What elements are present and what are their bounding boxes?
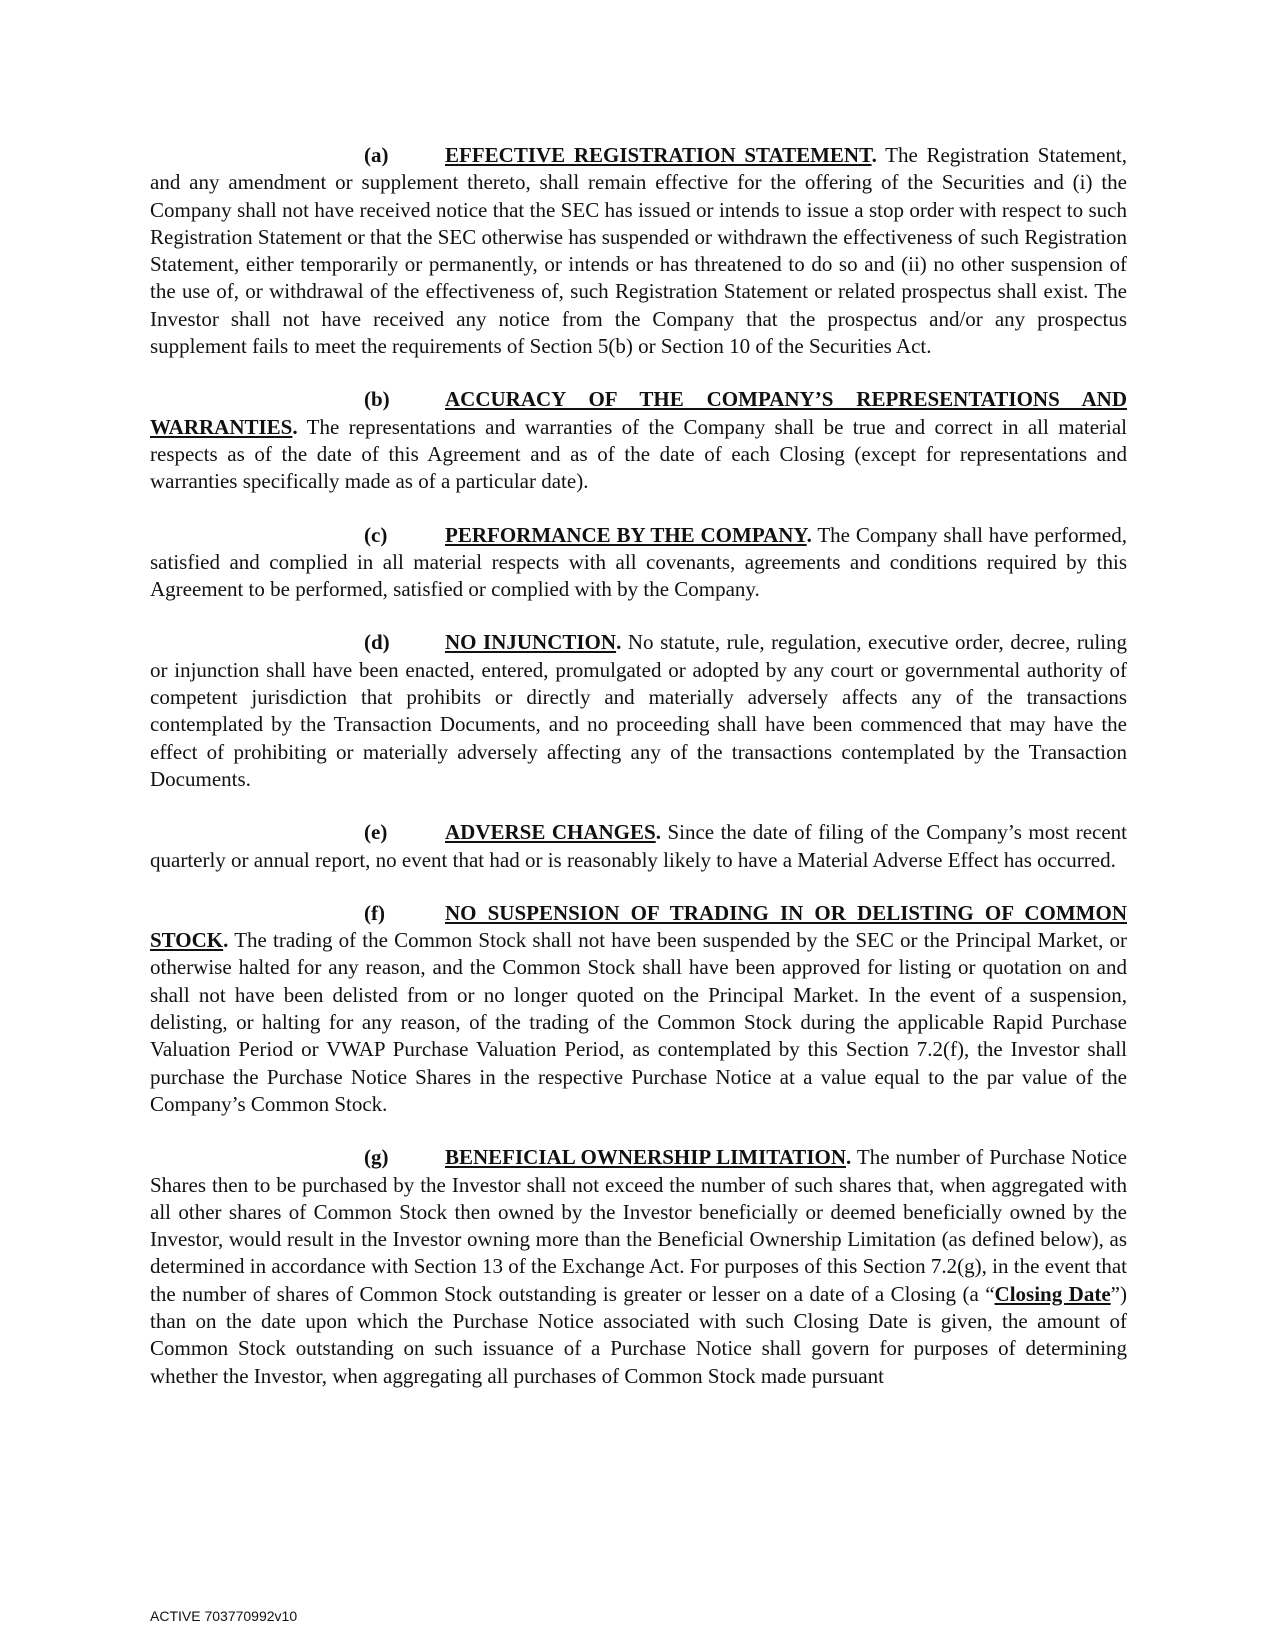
section-label: (d) (364, 630, 390, 655)
section-body-continued: ”) than on the date upon which the Purchase Notice associated with such Closing Date is given, the amount of Common Stock outstanding on such issuance of a Purchase Notice shall govern for purposes of determining whether the Investor, when aggregating all purchases of Common Stock made pursuant (150, 1281, 1127, 1388)
section-heading: EFFECTIVE REGISTRATION STATEMENT (445, 143, 872, 167)
section-label: (a) (364, 143, 389, 167)
section-heading: BENEFICIAL OWNERSHIP LIMITATION (445, 1145, 846, 1170)
section-label: (f) (364, 900, 385, 925)
section-body: Since the date of filing of the Company’s most recent quarterly or annual report, no event that had or is reasonably likely to have a Material Adverse Effect has occurred. (150, 820, 1127, 872)
defined-term: Closing Date (994, 1281, 1111, 1306)
section-body: The representations and warranties of the Company shall be true and correct in all material respects as of the date of this Agreement and as of the date of each Closing (except for representations and warranties specifically made as of a particular date). (150, 414, 1127, 494)
section-body: The Company shall have performed, satisfied and complied in all material respects with all covenants, agreements and conditions required by this Agreement to be performed, satisfied or complied with by the Company. (150, 522, 1127, 602)
section-body: No statute, rule, regulation, executive order, decree, ruling or injunction shall have been enacted, entered, promulgated or adopted by any court or governmental authority of competent jurisdiction that prohibits or directly and materially adversely affects any of the transactions contemplated by the Transaction Documents, and no proceeding shall have been commenced that may have the effect of prohibiting or materially adversely affecting any of the transactions contemplated by the Transaction Documents. (150, 630, 1128, 791)
section-body: The Registration Statement, and any amendment or supplement thereto, shall remain effective for the offering of the Securities and (i) the Company shall not have received notice that the SEC has issued or intends to issue a stop order with respect to such Registration Statement or that the SEC otherwise has suspended or withdrawn the effectiveness of such Registration Statement, either temporarily or permanently, or intends or has threatened to do so and (ii) no other suspension of the use of, or withdrawal of the effectiveness of, such Registration Statement or related prospectus shall exist. The Investor shall not have received any notice from the Company that the prospectus and/or any prospectus supplement fails to meet the requirements of Section 5(b) or Section 10 of the Securities Act. (150, 143, 1128, 359)
section-f: (f) NO SUSPENSION OF TRADING IN OR DELISTING OF COMMON STOCK. The trading of the Common Stock shall not have been suspended by the SEC or the Principal Market, or otherwise halted for any reason, and the Common Stock shall have been approved for listing or quotation on and shall not have been delisted from or no longer quoted on the Principal Market. In the event of a suspension, delisting, or halting for any reason, of the trading of the Common Stock during the applicable Rapid Purchase Valuation Period or VWAP Purchase Valuation Period, as contemplated by this Section 7.2(f), the Investor shall purchase the Purchase Notice Shares in the respective Purchase Notice at a value equal to the par value of the Company’s Common Stock. (150, 900, 1128, 1116)
section-heading: ACCURACY OF THE COMPANY’S REPRESENTATIONS AND WARRANTIES (150, 387, 1127, 439)
section-label: (e) (364, 820, 388, 845)
document-page (150, 142, 1127, 1416)
section-a: (a) EFFECTIVE REGISTRATION STATEMENT. The Registration Statement, and any amendment or supplement thereto, shall remain effective for the offering of the Securities and (i) the Company shall not have received notice that the SEC has issued or intends to issue a stop order with respect to such Registration Statement or that the SEC otherwise has suspended or withdrawn the effectiveness of such Registration Statement, either temporarily or permanently, or intends or has threatened to do so and (ii) no other suspension of the use of, or withdrawal of the effectiveness of, such Registration Statement or related prospectus shall exist. The Investor shall not have received any notice from the Company that the prospectus and/or any prospectus supplement fails to meet the requirements of Section 5(b) or Section 10 of the Securities Act. (150, 143, 1128, 359)
section-b: (b) ACCURACY OF THE COMPANY’S REPRESENTATIONS AND WARRANTIES. The representations and warranties of the Company shall be true and correct in all material respects as of the date of this Agreement and as of the date of each Closing (except for representations and warranties specifically made as of a particular date). (150, 387, 1127, 494)
section-heading: NO INJUNCTION (445, 630, 617, 655)
section-label: (g) (364, 1145, 389, 1170)
section-heading: NO SUSPENSION OF TRADING IN OR DELISTING OF COMMON STOCK (150, 900, 1127, 953)
section-heading: PERFORMANCE BY THE COMPANY (445, 522, 807, 547)
section-body: The trading of the Common Stock shall not have been suspended by the SEC or the Principal Market, or otherwise halted for any reason, and the Common Stock shall have been approved for listing or quotation on and shall not have been delisted from or no longer quoted on the Principal Market. In the event of a suspension, delisting, or halting for any reason, of the trading of the Common Stock during the applicable Rapid Purchase Valuation Period or VWAP Purchase Valuation Period, as contemplated by this Section 7.2(f), the Investor shall purchase the Purchase Notice Shares in the respective Purchase Notice at a value equal to the par value of the Company’s Common Stock. (150, 928, 1128, 1116)
section-d: (d) NO INJUNCTION. No statute, rule, regulation, executive order, decree, ruling or injunction shall have been enacted, entered, promulgated or adopted by any court or governmental authority of competent jurisdiction that prohibits or directly and materially adversely affects any of the transactions contemplated by the Transaction Documents, and no proceeding shall have been commenced that may have the effect of prohibiting or materially adversely affecting any of the transactions contemplated by the Transaction Documents. (150, 630, 1128, 791)
section-c: (c) PERFORMANCE BY THE COMPANY. The Company shall have performed, satisfied and complied in all material respects with all covenants, agreements and conditions required by this Agreement to be performed, satisfied or complied with by the Company. (150, 522, 1127, 602)
section-e: (e) ADVERSE CHANGES. Since the date of filing of the Company’s most recent quarterly or annual report, no event that had or is reasonably likely to have a Material Adverse Effect has occurred. (150, 820, 1127, 872)
document-footer-id: ACTIVE 703770992v10 (150, 1608, 298, 1624)
section-heading: ADVERSE CHANGES (445, 820, 656, 845)
section-label: (c) (364, 522, 388, 547)
section-g: (g) BENEFICIAL OWNERSHIP LIMITATION. The number of Purchase Notice Shares then to be purchased by the Investor shall not exceed the number of such shares that, when aggregated with all other shares of Common Stock then owned by the Investor beneficially or deemed beneficially owned by the Investor, would result in the Investor owning more than the Beneficial Ownership Limitation (as defined below), as determined in accordance with Section 13 of the Exchange Act. For purposes of this Section 7.2(g), in the event that the number of shares of Common Stock outstanding is greater or lesser on a date of a Closing (a “Closing Date”) than on the date upon which the Purchase Notice associated with such Closing Date is given, the amount of Common Stock outstanding on such issuance of a Purchase Notice shall govern for purposes of determining whether the Investor, when aggregating all purchases of Common Stock made pursuant (150, 1145, 1127, 1388)
section-label: (b) (364, 387, 390, 412)
section-body: The number of Purchase Notice Shares then to be purchased by the Investor shall not exceed the number of such shares that, when aggregated with all other shares of Common Stock then owned by the Investor beneficially or deemed beneficially owned by the Investor, would result in the Investor owning more than the Beneficial Ownership Limitation (as defined below), as determined in accordance with Section 13 of the Exchange Act. For purposes of this Section 7.2(g), in the event that the number of shares of Common Stock outstanding is greater or lesser on a date of a Closing (a “ (150, 1145, 1127, 1306)
